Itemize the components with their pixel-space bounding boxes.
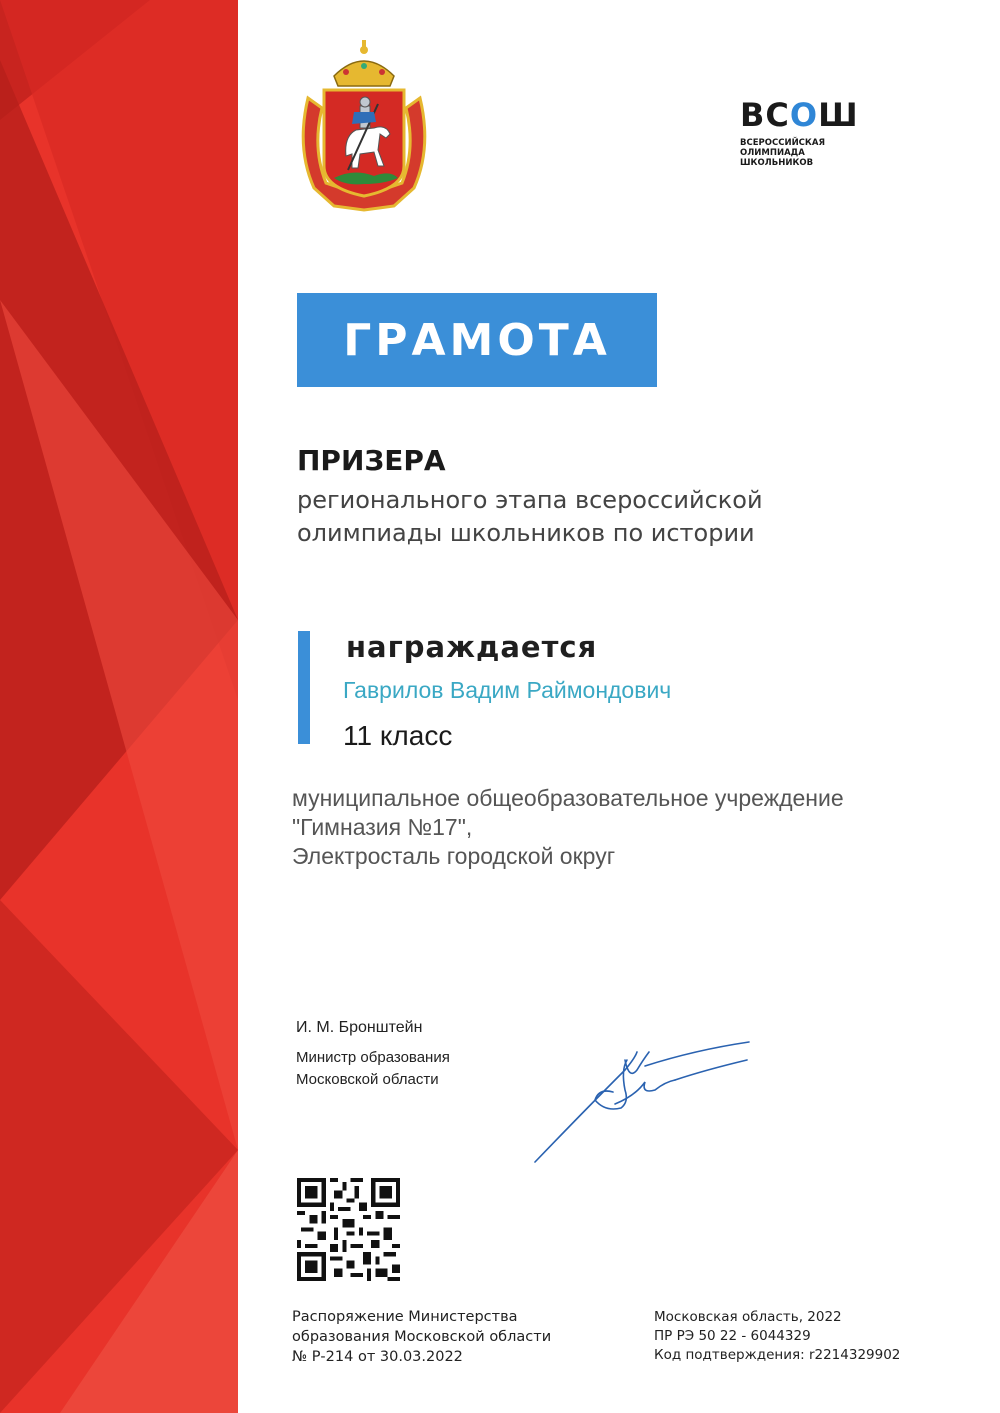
recipient-name: Гаврилов Вадим Раймондович bbox=[343, 677, 672, 703]
vsosh-logo-text: ВСОШ bbox=[740, 96, 859, 134]
order-reference-line: Распоряжение Министерства bbox=[292, 1309, 518, 1325]
school-line: муниципальное общеобразовательное учреждение bbox=[292, 785, 844, 811]
signature-icon bbox=[525, 1030, 755, 1170]
vsosh-subtitle-line: ШКОЛЬНИКОВ bbox=[740, 158, 814, 168]
olympiad-description-line: олимпиады школьников по истории bbox=[297, 519, 755, 547]
qr-code-icon bbox=[297, 1178, 400, 1281]
signer-name: И. М. Бронштейн bbox=[296, 1019, 423, 1036]
registration-line: ПР РЭ 50 22 - 6044329 bbox=[654, 1328, 811, 1344]
awarded-label: награждается bbox=[346, 630, 598, 664]
order-reference bbox=[292, 1307, 551, 1367]
vsosh-subtitle-line: ОЛИМПИАДА bbox=[740, 148, 805, 158]
signer-title-line: Московской области bbox=[296, 1071, 439, 1088]
vsosh-logo bbox=[740, 98, 859, 168]
olympiad-description-line: регионального этапа всероссийской bbox=[297, 486, 763, 514]
vsosh-subtitle bbox=[740, 138, 859, 168]
registration-line: Код подтверждения: r2214329902 bbox=[654, 1347, 901, 1363]
registration-line: Московская область, 2022 bbox=[654, 1309, 842, 1325]
title-banner bbox=[297, 293, 657, 387]
school-line: Электросталь городской округ bbox=[292, 843, 616, 869]
school-line: "Гимназия №17", bbox=[292, 814, 473, 840]
accent-bar bbox=[298, 631, 310, 744]
signer-title-line: Министр образования bbox=[296, 1049, 450, 1066]
certificate-registration bbox=[654, 1308, 900, 1365]
coat-of-arms-icon bbox=[294, 38, 434, 214]
prizer-heading: ПРИЗЕРА bbox=[297, 444, 446, 477]
school-info bbox=[292, 784, 844, 871]
order-reference-line: № Р-214 от 30.03.2022 bbox=[292, 1349, 463, 1365]
olympiad-description bbox=[297, 484, 763, 550]
recipient-grade: 11 класс bbox=[343, 720, 453, 751]
order-reference-line: образования Московской области bbox=[292, 1329, 552, 1345]
vsosh-subtitle-line: ВСЕРОССИЙСКАЯ bbox=[740, 138, 825, 148]
document-title: ГРАМОТА bbox=[343, 314, 611, 366]
decorative-red-band bbox=[0, 0, 238, 1413]
signer-title bbox=[296, 1047, 450, 1091]
